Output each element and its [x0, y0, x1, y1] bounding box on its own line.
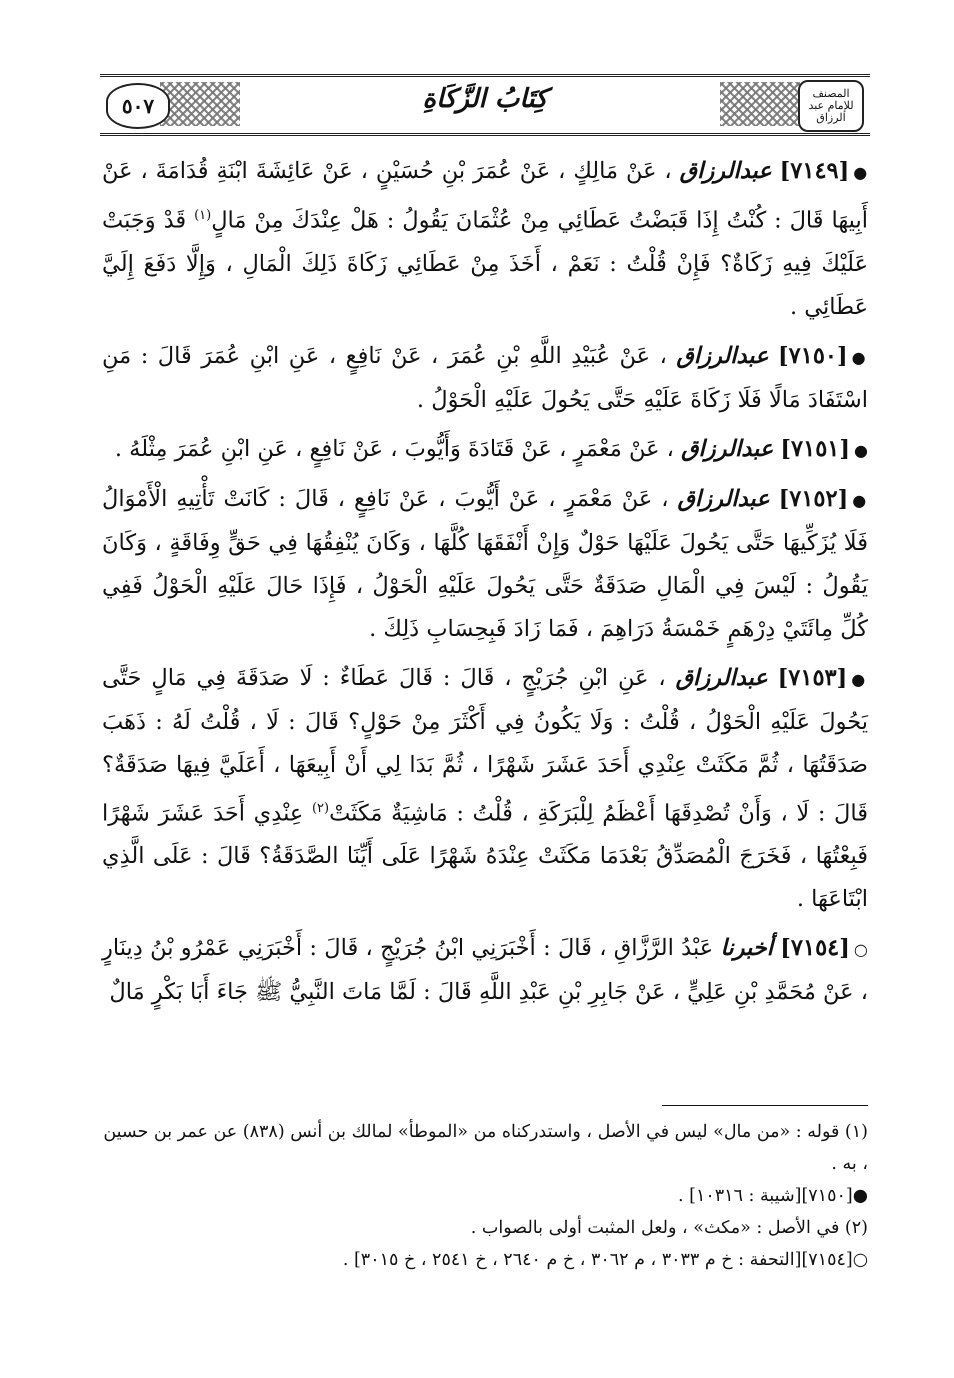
footnote-ref: (٢) [311, 800, 330, 816]
chapter-title: كِتَابُ الزَّكَاةِ [406, 84, 563, 114]
hadith-marker: ● [851, 669, 868, 689]
hadith-text: ، عَنْ مَالِكٍ ، عَنْ عُمَرَ بْنِ حُسَيْنٍ ، عَنْ عَائِشَةَ ابْنَةِ قُدَامَةَ ، عَنْ أَبِيهَا قَالَ : كُنْتُ إِذَا قَبَضْتُ عَطَائِي مِنْ عُثْمَانَ يَقُولُ : هَلْ عِنْدَكَ مِنْ مَالٍ [102, 158, 868, 234]
hadith-marker: ● [853, 163, 869, 182]
footnotes [102, 1116, 868, 1276]
footnote: (١) قوله : «من مال» ليس في الأصل ، واستدركناه من «الموطأ» لمالك بن أنس (٨٣٨) عن عمر بن حسين ، به . [103, 1122, 868, 1174]
header-ornament-left [160, 82, 240, 126]
hadith-number: [٧١٥١] [780, 435, 851, 462]
hadith-text-cont: قَدْ وَجَبَتْ عَلَيْكَ فِيهِ زَكَاةٌ؟ فَإِنْ قُلْتُ : نَعَمْ ، أَخَذَ مِنْ عَطَائِي زَكَاةَ ذَلِكَ الْمَالِ ، وَإِلَّا دَفَعَ إِلَيَّ عَطَائِي . [102, 207, 868, 320]
hadith-number: [٧١٥٣] [777, 664, 848, 691]
hadith-author: عبدالرزاق [675, 664, 768, 691]
hadith-number: [٧١٥٢] [778, 485, 849, 512]
hadith-entry [102, 478, 868, 651]
hadith-marker: ● [854, 440, 868, 460]
hadith-author: أخبرنا [720, 935, 773, 961]
hadith-author: عبدالرزاق [676, 342, 769, 369]
hadith-text: ، عَنْ عُبَيْدِ اللَّهِ بْنِ عُمَرَ ، عَنْ نَافِعٍ ، عَنِ ابْنِ عُمَرَ قَالَ : مَنِ اسْتَفَادَ مَالًا فَلَا زَكَاةَ عَلَيْهِ حَتَّى يَحُولَ عَلَيْهِ الْحَوْلُ . [102, 342, 868, 413]
hadith-entry [102, 657, 868, 922]
hadith-marker: ● [851, 347, 868, 367]
header-ornament-right [720, 82, 800, 126]
hadith-marker: ○ [853, 940, 869, 959]
hadith-text: ، عَنِ ابْنِ جُرَيْجٍ ، قَالَ : قَالَ عَطَاءٌ : لَا صَدَقَةَ فِي مَالٍ حَتَّى يَحُولَ عَلَيْهِ الْحَوْلُ ، قُلْتُ : وَلَا يَكُونُ فِي أَكْثَرَ مِنْ حَوْلٍ؟ قَالَ : لَا ، قُلْتُ لَهُ : ذَهَبَ صَدَقَتُهَا ، ثُمَّ مَكَثَتْ عِنْدِي أَحَدَ عَشَرَ شَهْرًا ، ثُمَّ بَدَا لِي أَنْ أَبِيعَهَا ، أَعَلَيَّ فِيهَا صَدَقَةٌ؟ قَالَ : لَا ، وَأَنْ تُصْدِقَهَا أَعْظَمُ لِلْبَرَكَةِ ، قُلْتُ : مَاشِيَةٌ مَكَثَتْ [102, 664, 869, 826]
hadith-marker: ● [852, 490, 868, 510]
hadith-text: ، عَنْ مَعْمَرٍ ، عَنْ أَيُّوبَ ، عَنْ نَافِعٍ ، قَالَ : كَانَتْ تَأْتِيهِ الْأَمْوَالُ فَلَا يُزَكِّيهَا حَتَّى يَحُولَ عَلَيْهَا حَوْلٌ وَإِنْ أَنْفَقَهَا كُلَّهَا ، وَكَانَ يُنْفِقُهَا فِي حَقٍّ وِفَاقَةٍ ، وَكَانَ يَقُولُ : لَيْسَ فِي الْمَالِ صَدَقَةٌ حَتَّى يَحُولَ عَلَيْهِ الْحَوْلُ ، فَإِذَا حَالَ عَلَيْهِ الْحَوْلُ فَفِي كُلِّ مِائَتَيْ دِرْهَمٍ خَمْسَةُ دَرَاهِمَ ، فَمَا زَادَ فَبِحِسَابِ ذَلِكَ . [102, 485, 868, 642]
hadith-entry [102, 150, 868, 329]
footnote-divider [662, 1105, 868, 1106]
hadith-number: [٧١٥٤] [780, 935, 850, 961]
hadith-entry [102, 428, 868, 472]
footnote: ○[٧١٥٤][التحفة : خ م ٣٠٣٣ ، م ٣٠٦٢ ، خ م ٢٦٤٠ ، خ ٢٥٤١ ، خ ٣٠١٥] . [342, 1250, 868, 1270]
hadith-author: عبدالرزاق [677, 485, 770, 512]
hadith-author: عبدالرزاق [679, 158, 772, 184]
page-header [100, 74, 870, 136]
hadith-number: [٧١٥٠] [778, 342, 848, 369]
main-text [102, 150, 868, 1020]
hadith-number: [٧١٤٩] [779, 158, 850, 184]
hadith-text-cont: عِنْدِي أَحَدَ عَشَرَ شَهْرًا فَبِعْتُهَا ، فَخَرَجَ الْمُصَدِّقُ بَعْدَمَا مَكَثَتْ عِنْدَهُ شَهْرًا عَلَى أَيِّنَا الصَّدَقَةُ؟ قَالَ : عَلَى الَّذِي ابْتَاعَهَا . [102, 800, 868, 912]
book-seal: المصنف للإمام عبد الرزاق [798, 80, 864, 132]
hadith-entry [102, 927, 868, 1014]
page-number: ٥٠٧ [106, 83, 170, 129]
hadith-author: عبدالرزاق [681, 435, 774, 462]
hadith-entry [102, 335, 868, 422]
footnote: (٢) في الأصل : «مكث» ، ولعل المثبت أولى بالصواب . [470, 1218, 868, 1238]
hadith-text: ، عَنْ مَعْمَرٍ ، عَنْ قَتَادَةَ وَأَيُّوبَ ، عَنْ نَافِعٍ ، عَنِ ابْنِ عُمَرَ مِثْلَهُ . [114, 435, 674, 462]
footnote-ref: (١) [194, 208, 212, 223]
hadith-text: عَبْدُ الرَّزَّاقِ ، قَالَ : أَخْبَرَنِي ابْنُ جُرَيْجٍ ، قَالَ : أَخْبَرَنِي عَمْرُو بْنُ دِينَارٍ ، عَنْ مُحَمَّدِ بْنِ عَلِيٍّ ، عَنْ جَابِرِ بْنِ عَبْدِ اللَّهِ قَالَ : لَمَّا مَاتَ النَّبِيُّ ﷺ جَاءَ أَبَا بَكْرٍ مَالٌ [102, 935, 868, 1005]
footnote: ●[٧١٥٠][شيبة : ١٠٣١٦] . [678, 1186, 868, 1206]
